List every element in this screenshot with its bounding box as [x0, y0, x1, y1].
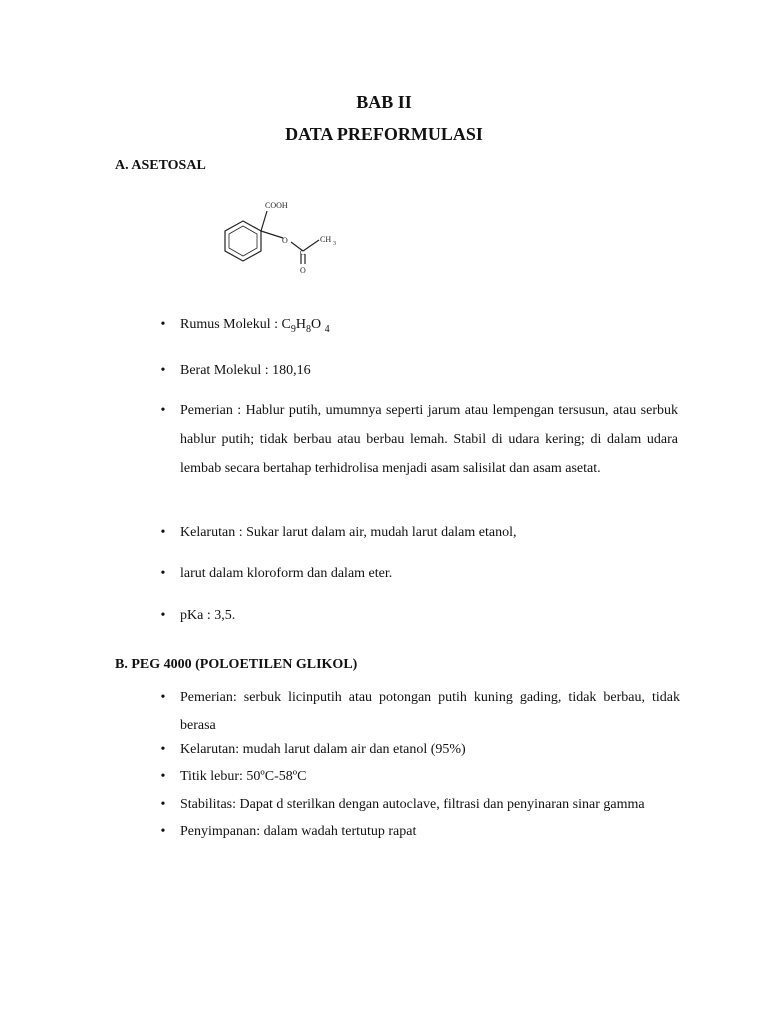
methyl-label: CH — [320, 235, 332, 244]
carbonyl-carbon-label: C — [300, 249, 305, 257]
list-item — [0, 791, 768, 819]
bullet-icon: • — [160, 566, 166, 581]
formula-h-count: 8 — [305, 324, 311, 335]
ester-oxygen-label: O — [282, 236, 288, 245]
list-item — [0, 763, 768, 791]
section-a-heading: A. ASETOSAL — [115, 158, 206, 173]
formula-h: H — [295, 317, 306, 332]
list-item — [0, 601, 768, 631]
list-item-text: Titik lebur: 50ºC-58ºC — [180, 769, 307, 784]
list-item-text: Pemerian : Hablur putih, umumnya seperti jarum atau lempengan tersusun, atau serbuk hablur putih; tidak berbau atau berbau lemah. Stabil di udara kering; di dalam udara lembab secara bertahap terhidrolisa menjadi asam salisilat dan asam asetat. — [180, 403, 678, 476]
list-item — [0, 684, 768, 740]
section-b-heading: B. PEG 4000 (POLOETILEN GLIKOL) — [115, 657, 358, 672]
list-item-text: pKa : 3,5. — [180, 608, 236, 623]
bullet-icon: • — [160, 363, 166, 378]
formula-o: O — [310, 317, 322, 332]
bullet-icon: • — [160, 690, 166, 705]
bullet-icon: • — [160, 824, 166, 839]
bullet-icon: • — [160, 608, 166, 623]
list-item — [0, 559, 768, 589]
list-item-text: larut dalam kloroform dan dalam eter. — [180, 566, 393, 581]
list-item — [0, 818, 768, 846]
list-item — [0, 518, 768, 548]
list-item — [0, 356, 768, 386]
bullet-icon: • — [160, 742, 166, 757]
list-item-text: Kelarutan : Sukar larut dalam air, mudah larut dalam etanol, — [180, 525, 517, 540]
formula-o-count: 4 — [324, 324, 330, 335]
list-item — [0, 396, 768, 516]
list-item — [0, 736, 768, 764]
formula-c-count: 9 — [290, 324, 296, 335]
bullet-icon: • — [160, 797, 166, 812]
bullet-icon: • — [160, 403, 166, 418]
bullet-icon: • — [160, 525, 166, 540]
aspirin-structure-diagram — [205, 192, 355, 284]
formula-prefix: Rumus Molekul : — [180, 317, 282, 332]
formula-c: C — [281, 317, 291, 332]
list-item-text: Penyimpanan: dalam wadah tertutup rapat — [180, 824, 417, 839]
cooh-label: COOH — [265, 201, 288, 210]
carbonyl-oxygen-label: O — [300, 266, 306, 275]
list-item-text: Stabilitas: Dapat d sterilkan dengan autoclave, filtrasi dan penyinaran sinar gamma — [180, 797, 645, 812]
list-item-text: Berat Molekul : 180,16 — [180, 363, 311, 378]
chapter-title: DATA PREFORMULASI — [285, 124, 483, 144]
list-item-text: Kelarutan: mudah larut dalam air dan etanol (95%) — [180, 742, 466, 757]
list-item-formula — [0, 310, 768, 340]
bullet-icon: • — [160, 769, 166, 784]
methyl-subscript: 3 — [333, 241, 336, 247]
chapter-label: BAB II — [356, 92, 412, 112]
bullet-icon: • — [160, 317, 166, 332]
list-item-text: Pemerian: serbuk licinputih atau potongan putih kuning gading, tidak berbau, tidak berasa — [180, 690, 680, 733]
